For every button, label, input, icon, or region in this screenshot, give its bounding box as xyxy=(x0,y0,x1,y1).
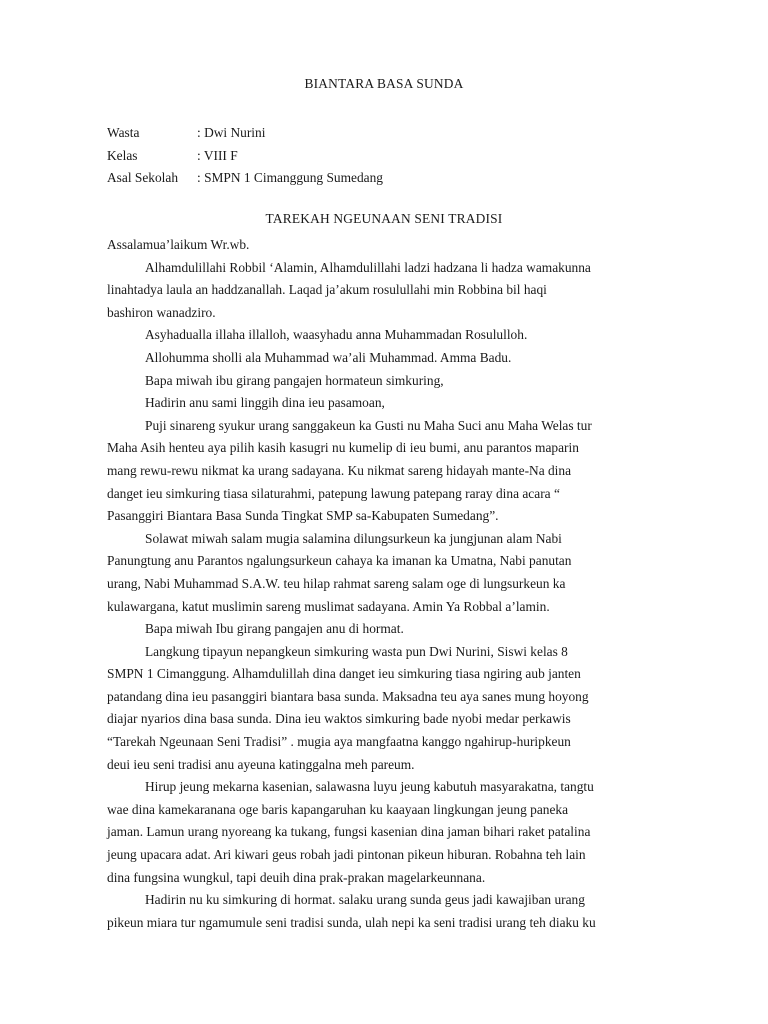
meta-row-school xyxy=(107,167,383,190)
meta-label: Wasta xyxy=(107,125,140,140)
text-line: SMPN 1 Cimanggung. Alhamdulillah dina danget ieu simkuring tiasa ngiring aub janten xyxy=(107,666,581,682)
text-line: jeung upacara adat. Ari kiwari geus robah jadi pintonan pikeun hiburan. Robahna teh lain xyxy=(107,847,586,863)
text-line: Maha Asih henteu aya pilih kasih kasugri nu kumelip di ieu bumi, anu parantos maparin xyxy=(107,440,579,456)
text-line: Hadirin anu sami linggih dina ieu pasamoan, xyxy=(145,395,385,411)
text-line: “Tarekah Ngeunaan Seni Tradisi” . mugia aya mangfaatna kanggo ngahirup-huripkeun xyxy=(107,734,571,750)
meta-value: : SMPN 1 Cimanggung Sumedang xyxy=(197,170,383,185)
author-info xyxy=(107,122,383,190)
text-line: Langkung tipayun nepangkeun simkuring wasta pun Dwi Nurini, Siswi kelas 8 xyxy=(145,643,568,659)
speech-body xyxy=(107,234,657,934)
text-line: Hadirin nu ku simkuring di hormat. salaku urang sunda geus jadi kawajiban urang xyxy=(145,892,585,908)
text-line: deui ieu seni tradisi anu ayeuna katinggalna meh pareum. xyxy=(107,756,415,772)
text-line: Puji sinareng syukur urang sanggakeun ka Gusti nu Maha Suci anu Maha Welas tur xyxy=(145,417,592,433)
text-line: mang rewu-rewu nikmat ka urang sadayana. Ku nikmat sareng hidayah mante-Na dina xyxy=(107,462,572,478)
text-line: danget ieu simkuring tiasa silaturahmi, patepung lawung patepang raray dina acara “ xyxy=(107,485,560,501)
text-line: Hirup jeung mekarna kasenian, salawasna luyu jeung kabutuh masyarakatna, tangtu xyxy=(145,779,594,795)
text-line: Bapa miwah ibu girang pangajen hormateun simkuring, xyxy=(145,372,444,388)
text-line: urang, Nabi Muhammad S.A.W. teu hilap rahmat sareng salam oge di lungsurkeun ka xyxy=(107,575,566,591)
speech-title: TAREKAH NGEUNAAN SENI TRADISI xyxy=(265,211,503,226)
meta-label: Kelas xyxy=(107,147,138,163)
meta-value: : Dwi Nurini xyxy=(197,125,266,140)
meta-row-name xyxy=(107,122,383,145)
text-line: kulawargana, katut muslimin sareng muslimat sadayana. Amin Ya Robbal a’lamin. xyxy=(107,598,550,614)
text-line: dina fungsina wungkul, tapi deuih dina prak-prakan magelarkeunnana. xyxy=(107,869,486,885)
text-line: Solawat miwah salam mugia salamina dilungsurkeun ka jungjunan alam Nabi xyxy=(145,530,562,546)
text-line: diajar nyarios dina basa sunda. Dina ieu waktos simkuring bade nyobi medar perkawis xyxy=(107,711,571,727)
text-line: Asyhadualla illaha illalloh, waasyhadu anna Muhammadan Rosululloh. xyxy=(145,327,528,343)
meta-row-class xyxy=(107,145,383,168)
text-line: wae dina kamekaranana oge baris kapangaruhan ku kaayaan lingkungan jeung paneka xyxy=(107,801,569,817)
text-line: jaman. Lamun urang nyoreang ka tukang, fungsi kasenian dina jaman bihari raket patalina xyxy=(107,824,591,840)
text-line: linahtadya laula an haddzanallah. Laqad ja’akum rosulullahi min Robbina bil haqi xyxy=(107,282,547,298)
meta-label: Asal Sekolah xyxy=(107,170,179,185)
text-line: bashiron wanadziro. xyxy=(107,304,216,320)
text-line: Allohumma sholli ala Muhammad wa’ali Muhammad. Amma Badu. xyxy=(145,349,512,365)
text-line: Pasanggiri Biantara Basa Sunda Tingkat SMP sa-Kabupaten Sumedang”. xyxy=(107,508,499,524)
text-line: Assalamua’laikum Wr.wb. xyxy=(107,237,250,252)
meta-value: : VIII F xyxy=(197,147,238,163)
text-line: Alhamdulillahi Robbil ‘Alamin, Alhamdulillahi ladzi hadzana li hadza wamakunna xyxy=(145,259,591,275)
text-line: Bapa miwah Ibu girang pangajen anu di hormat. xyxy=(145,621,404,637)
document-title: BIANTARA BASA SUNDA xyxy=(304,76,464,91)
text-line: pikeun miara tur ngamumule seni tradisi sunda, ulah nepi ka seni tradisi urang teh diaku ku xyxy=(107,914,596,930)
text-line: Panungtung anu Parantos ngalungsurkeun cahaya ka imanan ka Umatna, Nabi panutan xyxy=(107,553,572,569)
text-line: patandang dina ieu pasanggiri biantara basa sunda. Maksadna teu aya sanes mung hoyong xyxy=(107,688,589,704)
